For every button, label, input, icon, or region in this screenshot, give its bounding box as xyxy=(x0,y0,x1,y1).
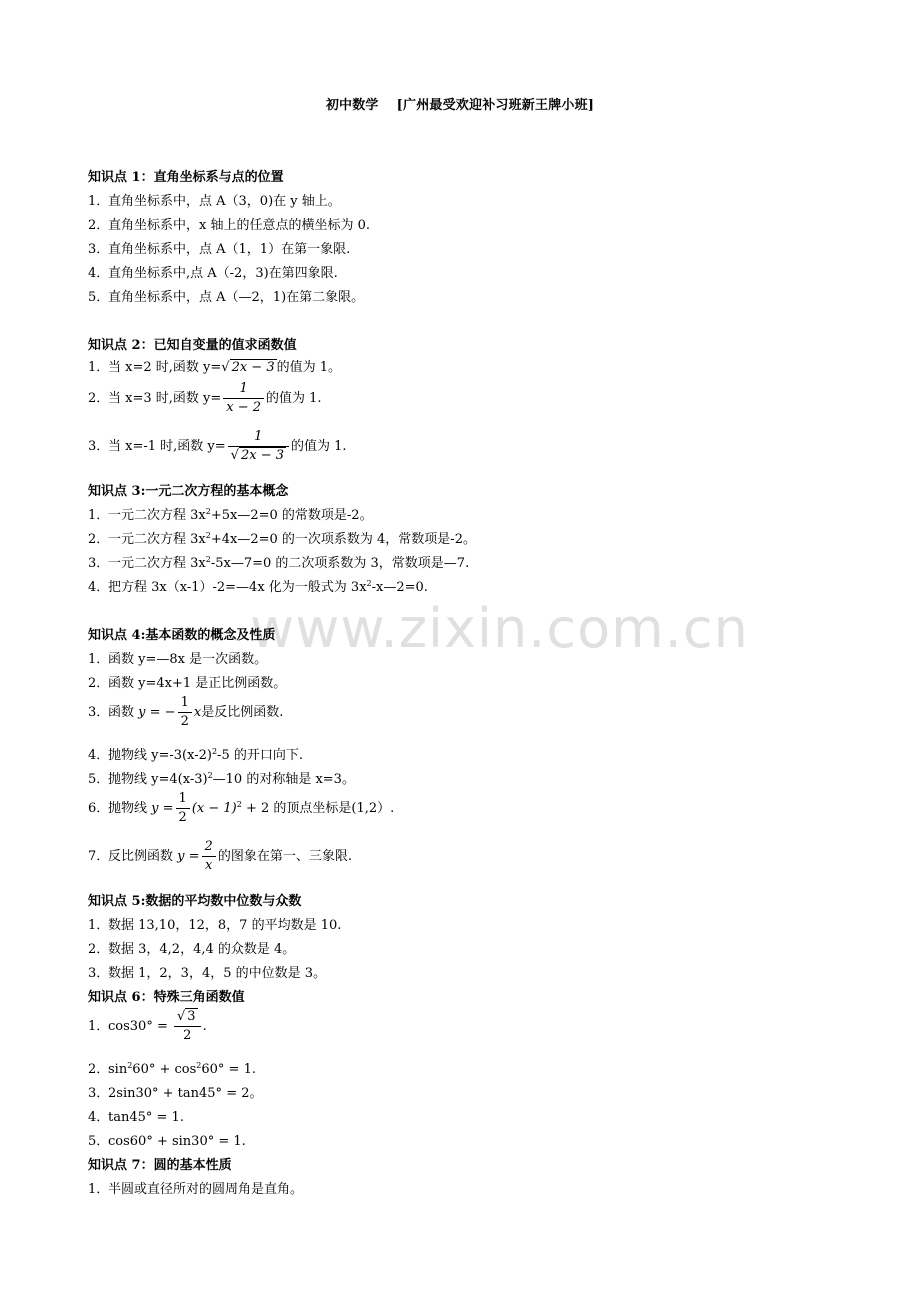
fraction: $\frac{1}{2}$ xyxy=(178,694,192,731)
fraction: $\frac{1}{√ 2x - 3}$ xyxy=(228,428,289,465)
fraction: $\frac{1}{2}$ xyxy=(176,790,190,827)
list-item: 3．2sin30° + tan45° = 2。 xyxy=(88,1086,263,1101)
list-item: 2．$\sin^260^\circ + \cos^260^\circ = 1$. xyxy=(88,1061,256,1077)
list-item: 1．直角坐标系中，点 A（3，0)在 y 轴上。 xyxy=(88,194,341,209)
list-item: 3．直角坐标系中，点 A（1，1）在第一象限. xyxy=(88,242,351,257)
list-item: 3．数据 1，2，3，4，5 的中位数是 3。 xyxy=(88,966,327,981)
fraction: $\frac{2}{x}$ xyxy=(202,838,216,875)
list-item: 1．半圆或直径所对的圆周角是直角。 xyxy=(88,1182,304,1197)
fraction: $\frac{1}{x - 2}$ xyxy=(223,380,264,417)
list-item: 3．当 x=-1 时,函数 y= $\frac{1}{√ 2x - 3}$ 的值为 1. xyxy=(88,429,347,463)
fraction: $\frac{√ 3}{2}$ xyxy=(174,1008,201,1045)
list-item: 4．tan45° = 1. xyxy=(88,1110,184,1125)
watermark: www.zixin.com.cn xyxy=(250,597,749,660)
list-item: 4．抛物线 $y=-3(x-2)^2-5$ 的开口向下. xyxy=(88,747,303,763)
list-item: 5．cos60° + sin30° = 1. xyxy=(88,1134,246,1149)
section-title-2: 知识点 2：已知自变量的值求函数值 xyxy=(88,338,297,353)
list-item: 3．函数 y = − $\frac{1}{2}$ x是反比例函数. xyxy=(88,695,284,729)
list-item: 6．抛物线 y = $\frac{1}{2}$ $(x - 1)^2 + 2$ 的顶点坐标是(1,2）. xyxy=(88,791,395,825)
title-left: 初中数学 xyxy=(325,98,379,113)
list-item: 1．函数 y=—8x 是一次函数。 xyxy=(88,652,268,667)
section-title-3: 知识点 3:一元二次方程的基本概念 xyxy=(88,484,289,499)
section-title-7: 知识点 7：圆的基本性质 xyxy=(88,1158,232,1173)
section-title-1: 知识点 1：直角坐标系与点的位置 xyxy=(88,170,284,185)
list-item: 4．直角坐标系中,点 A（-2，3)在第四象限. xyxy=(88,266,338,281)
list-item: 5．直角坐标系中，点 A（—2，1)在第二象限。 xyxy=(88,290,365,305)
list-item: 1．cos30° = $\frac{√ 3}{2}$ . xyxy=(88,1009,207,1043)
page-title xyxy=(0,94,920,113)
section-title-5: 知识点 5:数据的平均数中位数与众数 xyxy=(88,894,302,909)
radical: 2x − 3 xyxy=(231,360,275,375)
list-item: 1．当 x=2 时,函数 y=√ 2x − 3 的值为 1。 xyxy=(88,360,341,375)
list-item: 2．直角坐标系中，x 轴上的任意点的横坐标为 0. xyxy=(88,218,370,233)
list-item: 2．数据 3，4,2，4,4 的众数是 4。 xyxy=(88,942,296,957)
list-item: 5．抛物线 $y=4(x-3)^2—10$ 的对称轴是 x=3。 xyxy=(88,771,355,787)
section-title-6: 知识点 6：特殊三角函数值 xyxy=(88,990,245,1005)
list-item: 1．一元二次方程 $3x^2+5x—2=0$ 的常数项是-2。 xyxy=(88,507,373,523)
list-item: 1．数据 13,10，12，8，7 的平均数是 10. xyxy=(88,918,342,933)
list-item: 4．把方程 3x（x-1）-2=—4x 化为一般式为 $3x^2-x—2=0$. xyxy=(88,579,428,595)
section-title-4: 知识点 4:基本函数的概念及性质 xyxy=(88,628,276,643)
title-right: [广州最受欢迎补习班新王牌小班] xyxy=(396,98,595,113)
list-item: 2．一元二次方程 $3x^2+4x—2=0$ 的一次项系数为 4，常数项是-2。 xyxy=(88,531,476,547)
list-item: 7．反比例函数 y = $\frac{2}{x}$ 的图象在第一、三象限. xyxy=(88,839,352,873)
list-item: 3．一元二次方程 $3x^2-5x—7=0$ 的二次项系数为 3，常数项是—7. xyxy=(88,555,470,571)
list-item: 2．当 x=3 时,函数 y= $\frac{1}{x - 2}$ 的值为 1. xyxy=(88,381,322,415)
list-item: 2．函数 y=4x+1 是正比例函数。 xyxy=(88,676,287,691)
